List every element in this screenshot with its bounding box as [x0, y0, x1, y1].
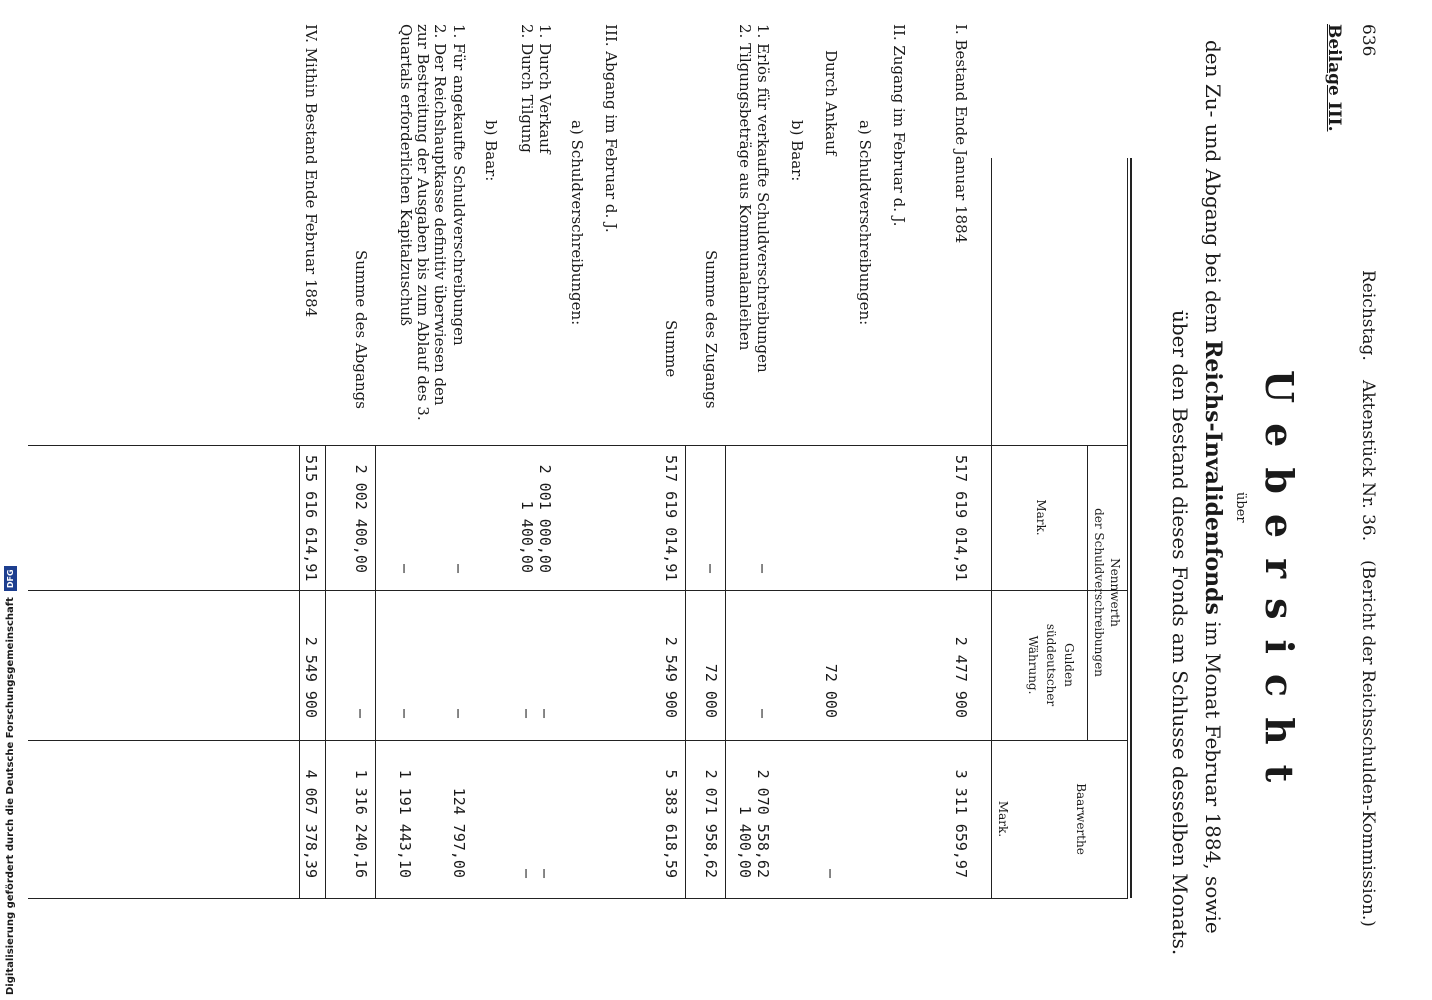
table-cell-baar: — — [536, 868, 554, 878]
digitization-footer — [4, 566, 17, 995]
table-cell-mark: — — [702, 563, 720, 573]
table-cell-mark: 2 002 400,00 — [352, 464, 370, 573]
table-cell-baar: 3 311 659,97 — [952, 769, 970, 878]
dfg-logo: DFG — [4, 566, 17, 591]
table-cell-mark: 515 616 614,91 — [302, 455, 320, 582]
title-over: über — [1233, 492, 1248, 523]
table-row-label: 1. Durch Verkauf — [536, 24, 554, 154]
col-header-sub-rule — [1087, 445, 1088, 740]
table-top-rule — [1130, 158, 1132, 898]
report-note: (Bericht der Reichsschulden-Kommission.) — [1358, 560, 1378, 927]
table-row-label: Durch Ankauf — [822, 50, 840, 156]
column-divider-1 — [28, 445, 1128, 446]
subtotal-rule — [325, 445, 326, 898]
col-header-baarwerthe: Baarwerthe — [1074, 783, 1088, 855]
table-row-label: I. Bestand Ende Januar 1884 — [952, 24, 970, 244]
table-cell-baar: 1 191 443,10 — [396, 769, 414, 878]
funding-note: Digitalisierung gefördert durch die Deutsche Forschungsgemeinschaft — [5, 597, 16, 995]
table-cell-mark: 1 400,00 — [518, 500, 536, 573]
document-ref: Aktenstück Nr. 36. — [1358, 380, 1378, 542]
table-bottom-rule — [299, 445, 300, 898]
column-divider-4 — [28, 898, 1128, 899]
table-cell-gulden: — — [396, 708, 414, 718]
col-header-waehrung: Währung. — [1026, 635, 1040, 695]
column-divider-2 — [28, 590, 1128, 591]
table-row-label: a) Schuldverschreibungen: — [856, 120, 874, 326]
table-row-label: a) Schuldverschreibungen: — [568, 120, 586, 326]
publication-name: Reichstag. — [1358, 270, 1378, 361]
title-line-2: über den Bestand dieses Fonds am Schlusse desselben Monats. — [1168, 310, 1192, 956]
table-row-label: b) Baar: — [482, 120, 500, 182]
table-cell-baar: — — [518, 868, 536, 878]
table-cell-gulden: 72 000 — [702, 663, 720, 718]
table-row-label: 2. Durch Tilgung — [518, 24, 536, 153]
table-cell-gulden: 72 000 — [822, 663, 840, 718]
table-row-label: b) Baar: — [788, 120, 806, 182]
col-header-schuldverschreibungen: der Schuldverschreibungen — [1092, 508, 1106, 677]
table-cell-gulden: — — [754, 708, 772, 718]
table-cell-baar: 4 067 378,39 — [302, 769, 320, 878]
title-fund-name: Reichs-Invalidenfonds — [1200, 340, 1226, 615]
table-cell-baar: 2 071 958,62 — [702, 769, 720, 878]
col-header-sueddeutscher: süddeutscher — [1044, 623, 1058, 707]
table-cell-baar: 2 070 558,62 — [754, 769, 772, 878]
table-cell-mark: — — [450, 563, 468, 573]
table-cell-gulden: — — [352, 708, 370, 718]
table-row-label: 2. Tilgungsbeträge aus Kommunalanleihen — [736, 24, 754, 351]
table-cell-baar: 1 400,00 — [736, 805, 754, 878]
table-cell-gulden: 2 549 900 — [662, 636, 680, 718]
title-line-1-post: im Monat Februar 1884, sowie — [1201, 621, 1225, 934]
title-line-1 — [1200, 40, 1226, 934]
table-cell-mark: — — [396, 563, 414, 573]
subtotal-rule — [725, 445, 726, 898]
document-title: Uebersicht — [1257, 370, 1302, 803]
table-row-label: 1. Für angekaufte Schuldverschreibungen — [450, 24, 468, 346]
col-header-mark: Mark. — [1034, 499, 1048, 536]
table-row-label: 1. Erlös für verkaufte Schuldverschreibungen — [754, 24, 772, 373]
col-header-nennwerth: Nennwerth — [1108, 558, 1122, 627]
table-cell-gulden: 2 477 900 — [952, 636, 970, 718]
table-row-label: IV. Mithin Bestand Ende Februar 1884 — [302, 24, 320, 318]
table-cell-mark: — — [754, 563, 772, 573]
table-cell-mark: 517 619 014,91 — [952, 455, 970, 582]
column-divider-3 — [28, 740, 1128, 741]
table-cell-baar: 5 383 618,59 — [662, 769, 680, 878]
subtotal-rule — [375, 445, 376, 898]
table-row-label: Summe — [662, 320, 680, 378]
table-cell-mark: 517 619 014,91 — [662, 455, 680, 582]
table-row-label: Summe des Zugangs — [702, 250, 720, 409]
page-number: 636 — [1358, 24, 1378, 57]
subtotal-rule — [685, 445, 686, 898]
table-top-rule-thin — [1127, 158, 1128, 898]
table-cell-gulden: — — [450, 708, 468, 718]
table-row-label: 2. Der Reichshauptkasse definitiv überwiesen den zur Bestreitung der Ausgaben bis zum Ablauf des 3. Quartals erforderlichen Kapitalzuschuß — [397, 24, 449, 421]
table-row-label: II. Zugang im Februar d. J. — [890, 24, 908, 227]
col-header-baarwerthe-mark: Mark. — [996, 800, 1010, 838]
table-row-label: III. Abgang im Februar d. J. — [602, 24, 620, 233]
table-cell-mark: 2 001 000,00 — [536, 464, 554, 573]
table-cell-baar: 124 797,00 — [450, 787, 468, 878]
table-cell-baar: — — [822, 868, 840, 878]
title-line-1-pre: den Zu- und Abgang bei dem — [1201, 40, 1225, 334]
table-header-rule — [991, 158, 992, 898]
col-header-gulden: Gulden — [1062, 643, 1076, 687]
appendix-label: Beilage III. — [1324, 24, 1344, 132]
table-cell-gulden: — — [518, 708, 536, 718]
table-cell-gulden: 2 549 900 — [302, 636, 320, 718]
table-row-label: Summe des Abgangs — [352, 250, 370, 409]
table-cell-baar: 1 316 240,16 — [352, 769, 370, 878]
table-cell-gulden: — — [536, 708, 554, 718]
